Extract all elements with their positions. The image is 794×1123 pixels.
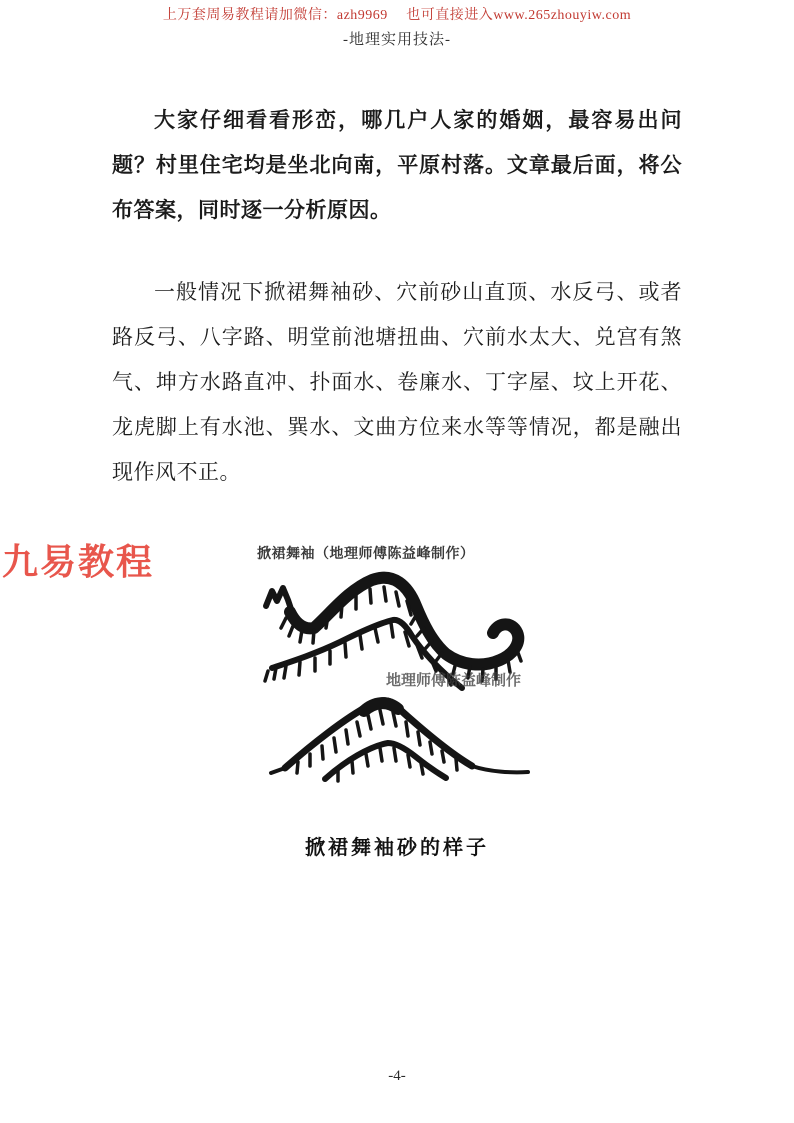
- site-watermark-text: 九易教程: [2, 541, 155, 582]
- mountain-inner-arc: [325, 743, 446, 779]
- header-promo-text: 上万套周易教程请加微信：azh9969 也可直接进入www.265zhouyiw.com: [162, 8, 632, 23]
- figure-caption-bottom: 掀裙舞袖砂的样子: [305, 837, 489, 859]
- body-text: [112, 98, 682, 495]
- figure-overlay-watermark: 地理师傅陈益峰制作: [386, 672, 522, 689]
- header-subtitle: -地理实用技法-: [343, 32, 451, 48]
- figure-caption-top: 掀裙舞袖（地理师傅陈益峰制作）: [257, 545, 475, 561]
- paragraph-question: 大家仔细看看形峦，哪几户人家的婚姻，最容易出问题？村里住宅均是坐北向南，平原村落。文章最后面，将公布答案，同时逐一分析原因。: [112, 109, 682, 222]
- paragraph-list: 一般情况下掀裙舞袖砂、穴前砂山直顶、水反弓、或者路反弓、八字路、明堂前池塘扭曲、穴前水太大、兑宫有煞气、坤方水路直冲、扑面水、卷廉水、丁字屋、坟上开花、龙虎脚上有水池、巽水、文曲方位来水等等情况，都是融出现作风不正。: [112, 281, 682, 484]
- page-number: -4-: [388, 1068, 406, 1084]
